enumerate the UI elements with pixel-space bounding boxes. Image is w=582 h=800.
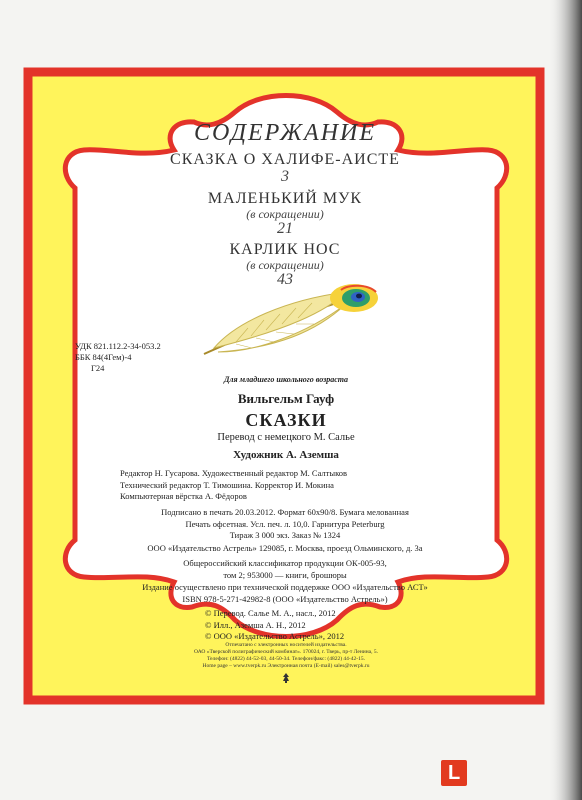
- print-info-line: Тираж 3 000 экз. Заказ № 1324: [229, 530, 341, 540]
- editors-line: Компьютерная вёрстка А. Фёдоров: [120, 491, 247, 501]
- author-sign: Г24: [91, 363, 105, 373]
- print-info-line: Подписано в печать 20.03.2012. Формат 60х90/8. Бумага мелованная: [161, 507, 409, 517]
- contents-title: СОДЕРЖАНИЕ: [193, 120, 377, 146]
- copyright-line: © Перевод. Салье М. А., насл., 2012: [205, 608, 336, 618]
- illustrator-credit: Художник А. Аземша: [233, 449, 339, 461]
- age-label: Для младшего школьного возраста: [223, 375, 349, 384]
- printer-mark-icon: [281, 672, 291, 684]
- author-name: Вильгельм Гауф: [237, 391, 335, 406]
- bbk-code: ББК 84(4Гем)-4: [75, 352, 132, 362]
- printer-block: [150, 642, 422, 670]
- classifier-line: Общероссийский классификатор продукции ОК-005-93,: [183, 558, 387, 568]
- translation-credit: Перевод с немецкого М. Салье: [217, 432, 355, 443]
- udk-code: УДК 821.112.2-34-053.2: [75, 341, 161, 351]
- copyright-line: © Илл., Аземша А. Н., 2012: [205, 619, 306, 630]
- toc-item-2-title: МАЛЕНЬКИЙ МУК: [207, 190, 363, 207]
- editors-line: Технический редактор Т. Тимошина. Корректор И. Мокина: [120, 479, 334, 490]
- print-info-block: [100, 507, 470, 542]
- toc-item-1-page: 3: [281, 168, 289, 185]
- toc-item-1-title: СКАЗКА О ХАЛИФЕ-АИСТЕ: [170, 151, 400, 168]
- toc-item-3-note: (в сокращении): [246, 258, 324, 272]
- editors-line: Редактор Н. Гусарова. Художественный редактор М. Салтыков: [120, 468, 348, 478]
- printer-line: Home page – www.tverpk.ru Электронная почта (E-mail) sales@tverpk.ru: [202, 663, 370, 669]
- watermark-logo: [441, 760, 467, 786]
- toc-item-2-page: 21: [277, 220, 293, 237]
- printer-line: ОАО «Тверской полиграфический комбинат». 170024, г. Тверь, пр-т Ленина, 5.: [194, 649, 378, 655]
- classifier-line: том 2; 953000 — книги, брошюры: [223, 569, 347, 580]
- copyright-block: [205, 608, 435, 643]
- isbn: ISBN 978-5-271-42982-8 (ООО «Издательство Астрель»): [182, 594, 388, 604]
- toc-item-3-title: КАРЛИК НОС: [229, 241, 341, 258]
- support-line: Издание осуществлено при технической поддержке ООО «Издательство АСТ»: [142, 582, 428, 592]
- toc-item-3-page: 43: [277, 271, 293, 288]
- printer-line: Отпечатано с электронных носителей издательства.: [225, 642, 347, 648]
- editors-block: [120, 468, 460, 503]
- print-info-line: Печать офсетная. Усл. печ. л. 10,0. Гарнитура Peterburg: [185, 518, 385, 529]
- publisher-address: ООО «Издательство Астрель» 129085, г. Москва, проезд Ольминского, д. 3а: [147, 543, 423, 553]
- printer-line: Телефон: (4822) 44-52-03, 44-50-34. Телефон/факс: (4822) 44-42-15.: [207, 656, 365, 662]
- book-title: СКАЗКИ: [245, 410, 327, 430]
- classifier-block: [100, 558, 470, 581]
- classification-block: [75, 341, 225, 374]
- copyright-line: © ООО «Издательство Астрель», 2012: [205, 631, 345, 641]
- toc-item-2-note: (в сокращении): [246, 207, 324, 221]
- watermark-glyph: L: [448, 762, 461, 784]
